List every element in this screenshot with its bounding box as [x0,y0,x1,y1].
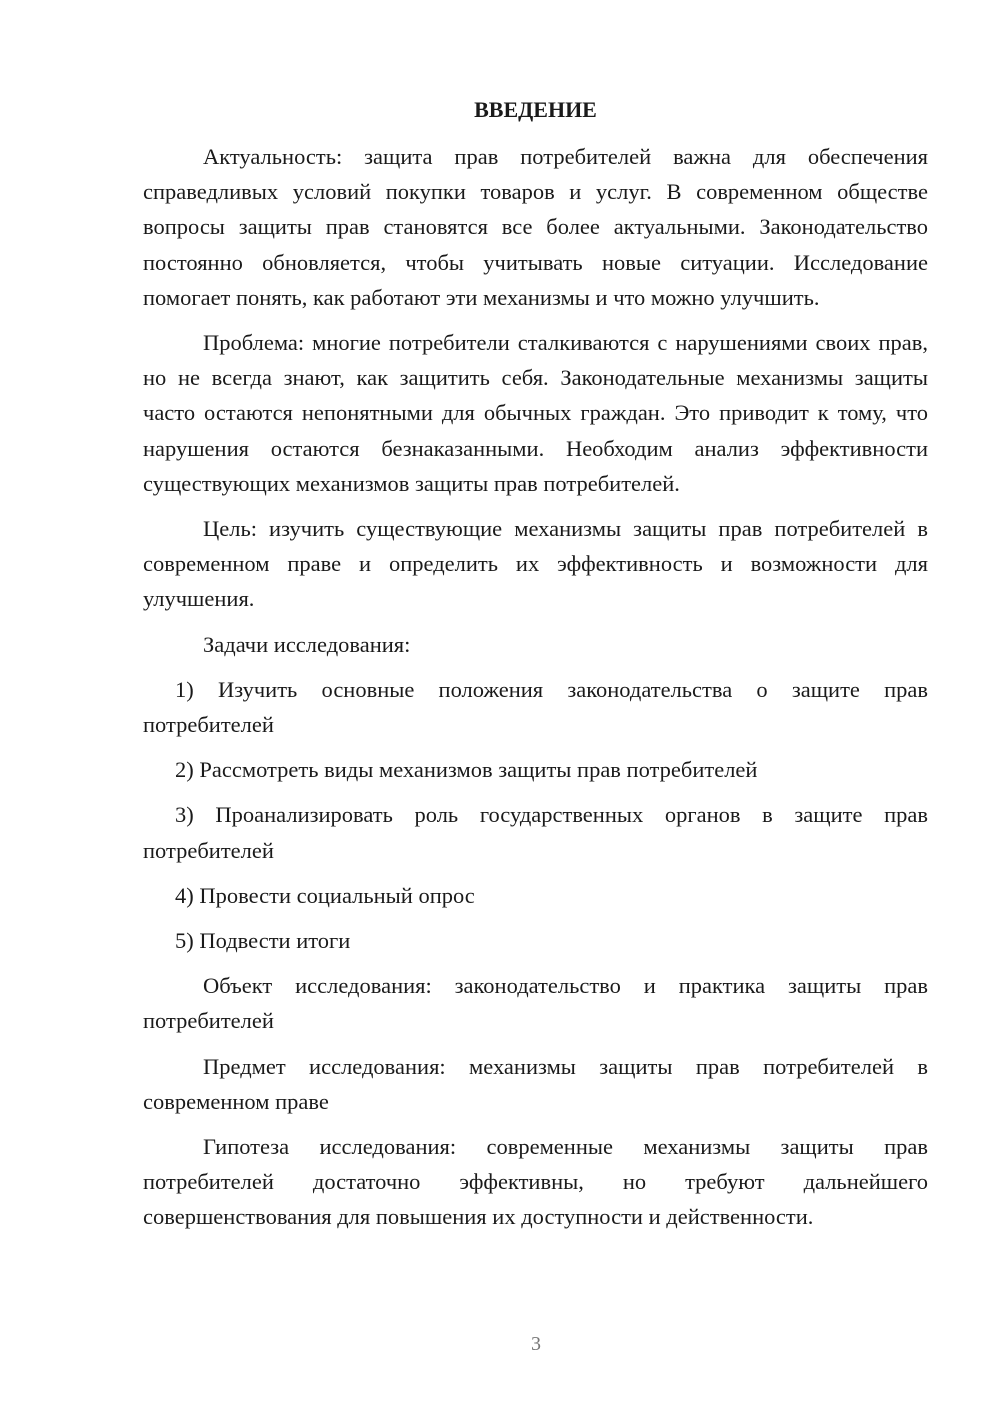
paragraph-subject: Предмет исследования: механизмы защиты прав потребителей в современном праве [143,1053,928,1114]
page-content [143,92,928,1245]
paragraph-goal: Цель: изучить существующие механизмы защиты прав потребителей в современном праве и определить их эффективность и возможности для улучшения. [143,516,928,612]
task-item-1: 1) Изучить основные положения законодательства о защите прав потребителей [143,676,928,738]
page-number: 3 [531,1333,541,1355]
paragraph-relevance: Актуальность: защита прав потребителей важна для обеспечения справедливых условий покупки товаров и услуг. В современном обществе вопросы защиты прав становятся все более актуальными. Законодательство постоянно обновляется, чтобы учитывать новые ситуации. Исследование помогает понять, как работают эти механизмы и что можно улучшить. [143,144,928,310]
task-item-5: 5) Подвести итоги [175,928,351,954]
section-title: ВВЕДЕНИЕ [474,97,597,122]
paragraph-hypothesis: Гипотеза исследования: современные механизмы защиты прав потребителей достаточно эффективны, но требуют дальнейшего совершенствования для повышения их доступности и действенности. [143,1134,928,1230]
tasks-heading: Задачи исследования: [203,631,411,657]
paragraph-object: Объект исследования: законодательство и практика защиты прав потребителей [143,973,928,1034]
paragraph-problem: Проблема: многие потребители сталкиваются с нарушениями своих прав, но не всегда знают, как защитить себя. Законодательные механизмы защиты часто остаются непонятными для обычных граждан. Это приводит к тому, что нарушения остаются безнаказанными. Необходим анализ эффективности существующих механизмов защиты прав потребителей. [143,330,928,496]
task-item-4: 4) Провести социальный опрос [175,882,475,908]
task-item-3: 3) Проанализировать роль государственных органов в защите прав потребителей [143,802,928,863]
task-item-2: 2) Рассмотреть виды механизмов защиты прав потребителей [175,757,758,783]
